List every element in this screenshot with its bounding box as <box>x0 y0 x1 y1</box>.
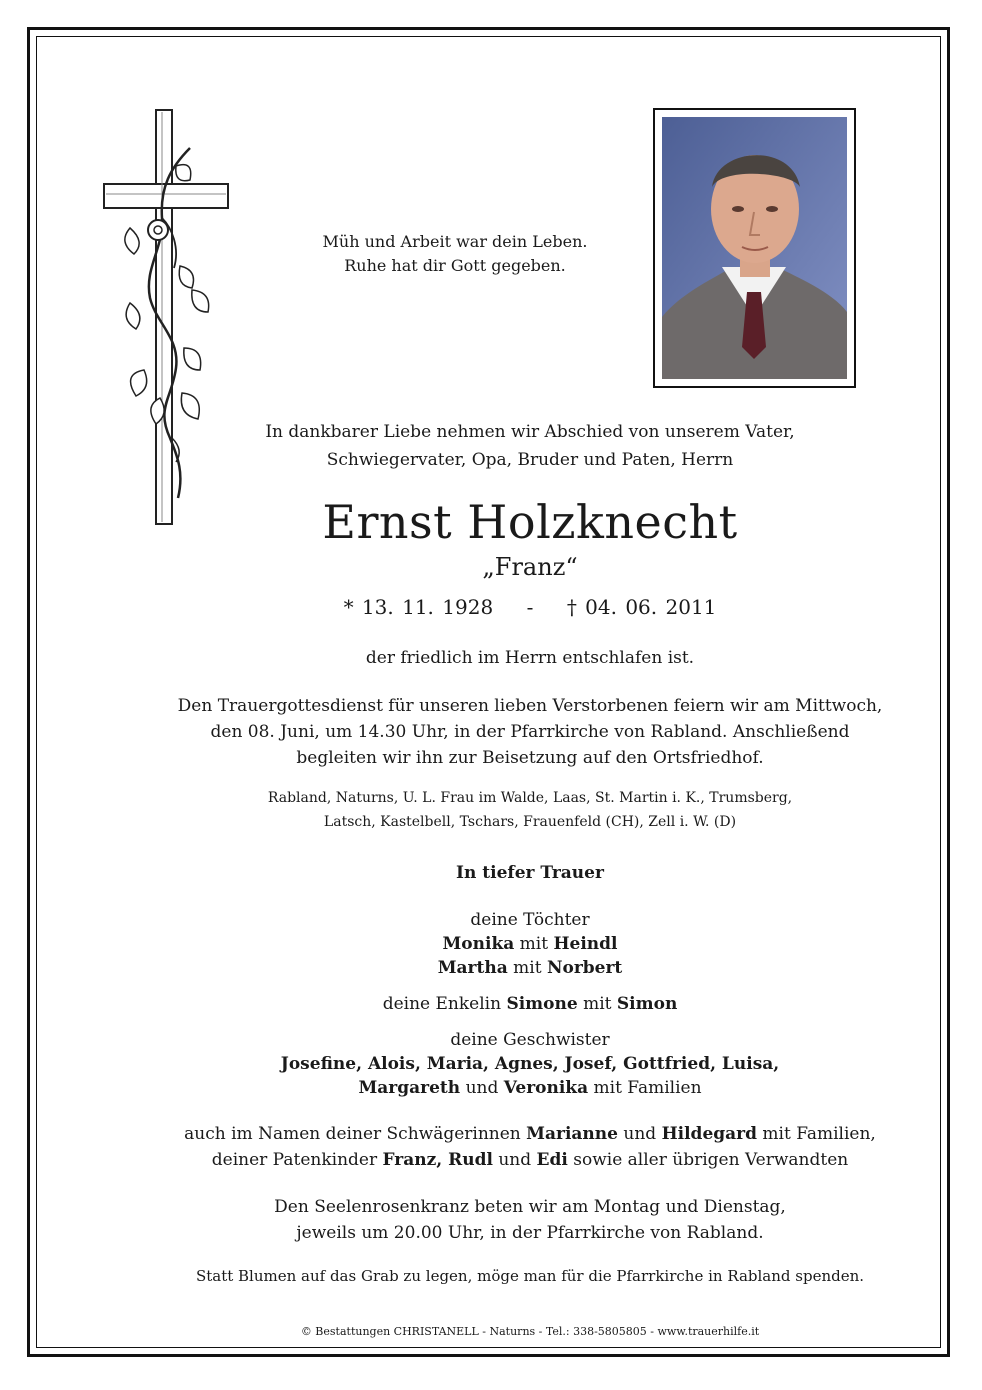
intro-text <box>140 418 920 474</box>
intro-line-1: In dankbarer Liebe nehmen wir Abschied von unserem Vater, <box>265 422 795 442</box>
daughter-2 <box>140 956 920 980</box>
life-dates <box>140 592 920 622</box>
daughter-1-with: mit <box>519 934 549 954</box>
rosary-line-1: Den Seelenrosenkranz beten wir am Montag und Dienstag, <box>274 1197 786 1217</box>
portrait-photo <box>662 117 847 379</box>
peace-line: der friedlich im Herrn entschlafen ist. <box>365 648 695 668</box>
relatives-text <box>140 1121 920 1173</box>
sibling-margareth: Margareth <box>358 1078 461 1098</box>
service-line-2: den 08. Juni, um 14.30 Uhr, in der Pfarrkirche von Rabland. Anschließend <box>210 722 850 742</box>
siblings-line-2 <box>140 1076 920 1100</box>
grandchild-with: mit <box>583 994 612 1014</box>
intro-line-2: Schwiegervater, Opa, Bruder und Paten, Herrn <box>326 450 734 470</box>
grandchild-name: Simone <box>506 994 578 1014</box>
flowers-note: Statt Blumen auf das Grab zu legen, möge man für die Pfarrkirche in Rabland spenden. <box>195 1267 865 1285</box>
relatives-part-3: mit Familien, <box>762 1124 876 1144</box>
portrait-frame <box>653 108 856 388</box>
motto-verse <box>300 230 610 278</box>
relatives-part-5: und <box>498 1150 532 1170</box>
relative-hildegard: Hildegard <box>661 1124 758 1144</box>
mourning-heading: In tiefer Trauer <box>456 863 604 883</box>
relatives-line-2 <box>140 1147 920 1173</box>
places-list <box>140 786 920 834</box>
relatives-part-4: deiner Patenkinder <box>211 1150 378 1170</box>
daughter-2-partner: Norbert <box>546 958 623 978</box>
service-line-1: Den Trauergottesdienst für unseren lieben Verstorbenen feiern wir am Mittwoch, <box>177 696 883 716</box>
footer-credit: © Bestattungen CHRISTANELL - Naturns - Tel.: 338-5805805 - www.trauerhilfe.it <box>300 1325 760 1338</box>
daughter-1-partner: Heindl <box>553 934 618 954</box>
relative-franz-rudl: Franz, Rudl <box>382 1150 493 1170</box>
siblings-suffix: mit Familien <box>593 1078 702 1098</box>
deceased-nickname: „Franz“ <box>482 553 578 581</box>
death-date: † 04. 06. 2011 <box>566 595 717 619</box>
relatives-line-1 <box>140 1121 920 1147</box>
places-line-2: Latsch, Kastelbell, Tschars, Frauenfeld (CH), Zell i. W. (D) <box>323 814 737 830</box>
grandchild-label: deine Enkelin <box>382 994 502 1014</box>
deceased-name: Ernst Holzknecht <box>322 495 738 549</box>
grandchild-partner: Simon <box>616 994 678 1014</box>
daughters-label: deine Töchter <box>470 910 590 930</box>
sibling-veronika: Veronika <box>503 1078 589 1098</box>
daughter-2-name: Martha <box>437 958 508 978</box>
relatives-part-6: sowie aller übrigen Verwandten <box>573 1150 849 1170</box>
motto-line-1: Müh und Arbeit war dein Leben. <box>322 232 588 251</box>
siblings-and: und <box>465 1078 499 1098</box>
siblings-label: deine Geschwister <box>450 1030 610 1050</box>
daughter-1-name: Monika <box>442 934 515 954</box>
funeral-service-text <box>150 693 910 771</box>
service-line-3: begleiten wir ihn zur Beisetzung auf den Ortsfriedhof. <box>296 748 764 768</box>
relatives-part-2: und <box>623 1124 657 1144</box>
daughter-1 <box>140 932 920 956</box>
rosary-text <box>140 1194 920 1246</box>
birth-date: * 13. 11. 1928 <box>343 595 494 619</box>
motto-line-2: Ruhe hat dir Gott gegeben. <box>344 256 566 275</box>
rosary-line-2: jeweils um 20.00 Uhr, in der Pfarrkirche von Rabland. <box>296 1223 764 1243</box>
relatives-part-1: auch im Namen deiner Schwägerinnen <box>184 1124 521 1144</box>
siblings-line-1 <box>140 1052 920 1076</box>
places-line-1: Rabland, Naturns, U. L. Frau im Walde, Laas, St. Martin i. K., Trumsberg, <box>267 790 793 806</box>
daughter-2-with: mit <box>513 958 542 978</box>
relative-marianne: Marianne <box>526 1124 618 1144</box>
grandchild <box>140 992 920 1016</box>
siblings-names-1: Josefine, Alois, Maria, Agnes, Josef, Gottfried, Luisa, <box>280 1054 780 1074</box>
relative-edi: Edi <box>536 1150 568 1170</box>
date-separator: - <box>526 595 534 619</box>
